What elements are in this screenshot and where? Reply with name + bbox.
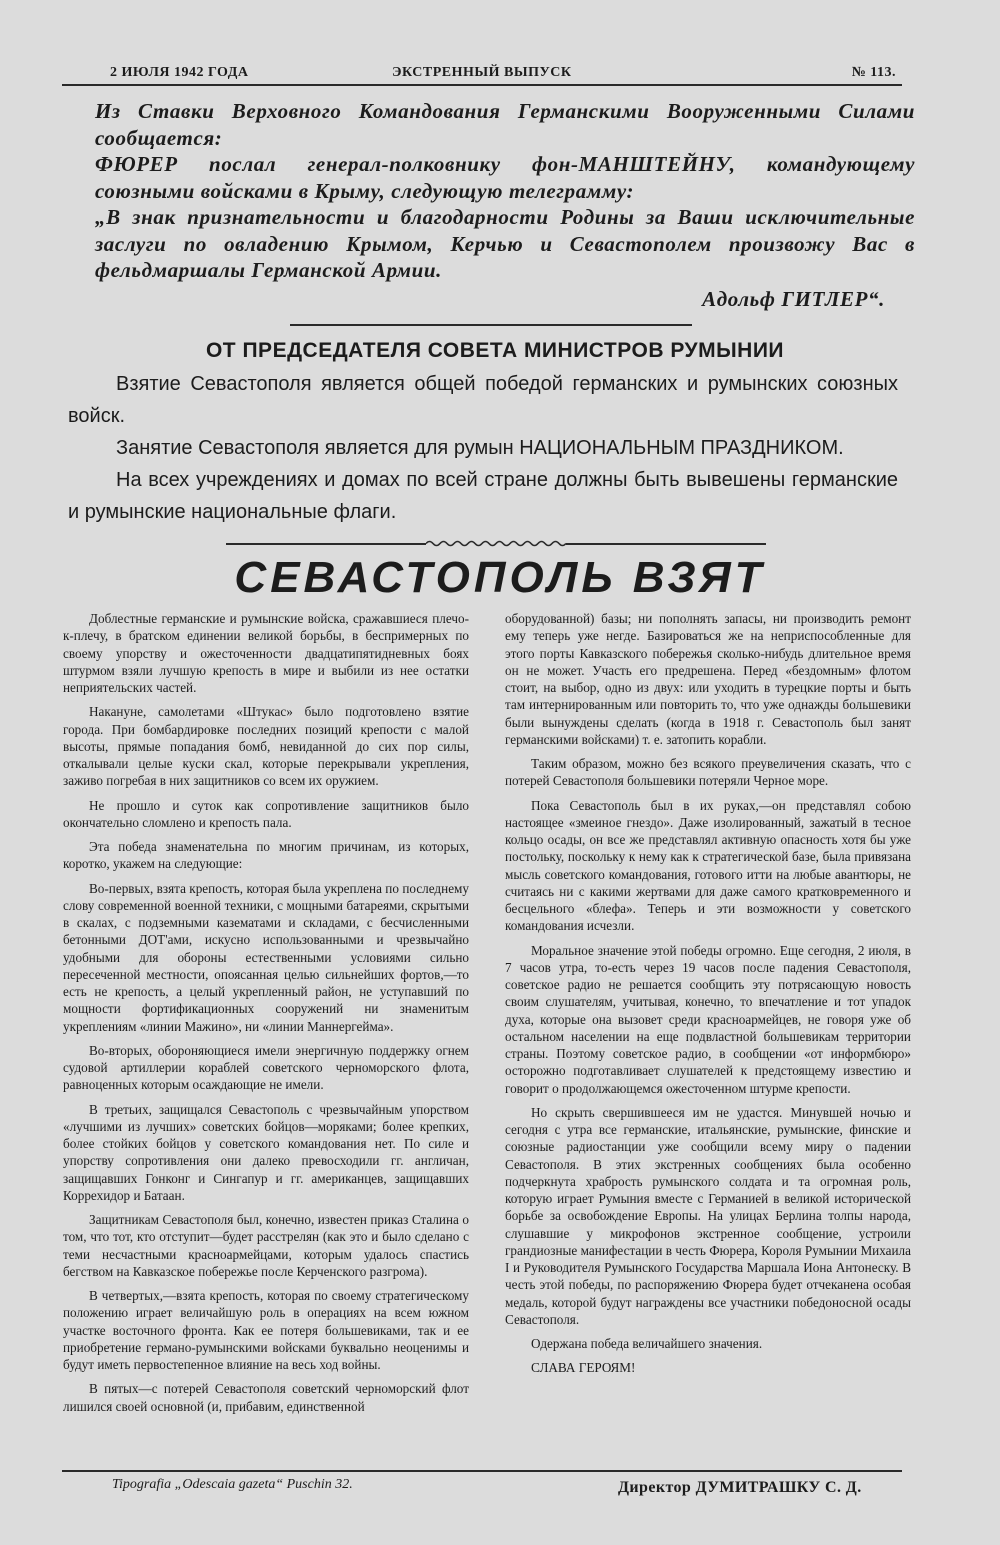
article-paragraph-continued: оборудованной) базы; ни пополнять запасы, ни производить ремонт ему теперь уже негде. Базироваться же на неприспособленные для этого порты Кавказского побережья сколько-нибудь длительное время он не может. Участь его предрешена. Перед «бездомным» флотом стоит, на выбор, одно из двух: или уходить в турецкие порты и быть там интернированным или повторить то, что уже однажды большевики были вынуждены сделать (когда в 1918 г. Севастополь был занят германскими войсками) т. е. затопить корабли. bbox=[505, 611, 911, 747]
article-paragraph: В четвертых,—взята крепость, которая по своему стратегическому положению играет величайшую роль в операциях на всем южном участке восточного фронта. Как ее потеря большевиками, так и ее приобретение германо-румынскими войсками буквально неоценимы и будут иметь первостепенное влияние на весь ход войны. bbox=[63, 1288, 469, 1372]
article-paragraph: В третьих, защищался Севастополь с чрезвычайным упорством «лучшими из лучших» советских бойцов—моряками; более крепких, более стойких бойцов у советского командования нет. По силе и упорству сопротивления они далеко превосходили гг. англичан, защищавших Гонконг и Сингапур и гг. американцев, защищавших Коррехидор и Батаан. bbox=[63, 1101, 469, 1203]
telegram-intro: Из Ставки Верховного Командования Германскими Вооруженными Силами сообщается: bbox=[95, 99, 915, 150]
romania-paragraph-1: Взятие Севастополя является общей победой германских и румынских союзных войск. bbox=[68, 373, 898, 427]
article-column-right bbox=[505, 610, 911, 1384]
telegram-text: „В знак признательности и благодарности Родины за Ваши исключительные заслуги по овладению Крымом, Керчью и Севастополем произвожу Вас в фельдмаршалы Германской Армии. bbox=[95, 205, 915, 282]
romania-statement bbox=[68, 368, 898, 528]
article-paragraph: Во-первых, взята крепость, которая была укреплена по последнему слову современной военной техники, с мощными батареями, скрытыми в скалах, с подземными казематами и складами, с бесчисленными бетонными ДОТ'ами, искусно использованными и чрезвычайно удобными для обороны естественными условиями сильно пересеченной местности, опоясанная целью сильнейших фортов,—то есть не крепость, а целый укрепленный район, не уступавший по мощности фортификационных сооружений ни знаменитым укреплениям «линии Мажино», ни «линии Маннергейма». bbox=[63, 880, 469, 1034]
main-headline: СЕВАСТОПОЛЬ ВЗЯТ bbox=[234, 553, 766, 602]
article-paragraph: Накануне, самолетами «Штукас» было подготовлено взятие города. При бомбардировке последних позиций крепости с малой высоты, прямые попадания бомб, невиданной до сих пор силы, откалывали целые куски скал, которые перекрывали укрепления, заживо погребая в них защитников со всем их оружием. bbox=[63, 704, 469, 789]
romania-paragraph-3: На всех учреждениях и домах по всей стране должны быть вывешены германские и румынские национальные флаги. bbox=[68, 469, 898, 523]
telegram-signature: Адольф ГИТЛЕР“. bbox=[702, 286, 885, 311]
article-paragraph: Моральное значение этой победы огромно. Еще сегодня, 2 июля, в 7 часов утра, то-есть через 19 часов после падения Севастополя, советское радио не решается сообщить эту потрясающую новость своим слушателям, учитывая, конечно, то впечатление и тот упадок духа, которые она вызовет среди красноармейцев, не говоря уже об остальном населении на еще подвластной большевикам территории страны. Поэтому советское радио, в сообщении «от информбюро» осторожно подготавливает слушателей к предстоящему известию и говорит о продолжающемся ожесточенном штурме крепости. bbox=[505, 942, 911, 1096]
ornamental-divider bbox=[226, 540, 766, 548]
divider-rule bbox=[290, 324, 692, 326]
telegram-announcement: ФЮРЕР послал генерал-полковнику фон-МАНШТЕЙНУ, командующему союзными войсками в Крыму, следующую телеграмму: bbox=[95, 152, 915, 203]
article-slogan: СЛАВА ГЕРОЯМ! bbox=[531, 1360, 636, 1376]
article-paragraph: Не прошло и суток как сопротивление защитников было окончательно сломлено и крепость пала. bbox=[63, 797, 469, 830]
article-paragraph: Эта победа знаменательна по многим причинам, из которых, коротко, укажем на следующие: bbox=[63, 839, 469, 872]
article-paragraph: Доблестные германские и румынские войска, сражавшиеся плечо-к-плечу, в братском единении великой борьбы, в беспримерных по своему упорству и ожесточенности двадцатипятидневных боях штурмом взяли лучшую крепость в мире и выбили из нее остатки неприятельских частей. bbox=[63, 611, 469, 695]
divider-line-left bbox=[226, 543, 426, 545]
romania-paragraph-2: Занятие Севастополя является для румын НАЦИОНАЛЬНЫМ ПРАЗДНИКОМ. bbox=[116, 437, 844, 459]
article-paragraph: Защитникам Севастополя был, конечно, известен приказ Сталина о том, что тот, кто отступит—будет расстрелян (как это и было сделано с теми несчастными красноармейцами, которым удалось спастись бегством на Кавказское побережье после Керченского разгрома). bbox=[63, 1212, 469, 1279]
article-paragraph: Пока Севастополь был в их руках,—он представлял собою настоящее «змеиное гнездо». Даже изолированный, зажатый в тесное кольцо осады, он все же представлял активную опасность хотя бы уже постольку, поскольку к нему как к стратегической базе, была привязана мысль советского командования, готового итти на любые авантюры, не считаясь ни с какими жертвами для даже самого кратковременного и бесцельного «блефа». Теперь и эти возможности у советского командования исчезли. bbox=[505, 797, 911, 934]
masthead bbox=[62, 62, 902, 86]
article-closing: Одержана победа величайшего значения. bbox=[531, 1336, 763, 1351]
divider-ornament bbox=[426, 540, 566, 547]
printer-imprint: Tipografia „Odescaia gazeta“ Puschin 32. bbox=[112, 1477, 353, 1492]
director-signature: Директор ДУМИТРАШКУ С. Д. bbox=[618, 1479, 862, 1496]
article-paragraph: Во-вторых, обороняющиеся имели энергичную поддержку огнем судовой артиллерии кораблей советского черноморского флота, равноценных которым осаждающие не имели. bbox=[63, 1042, 469, 1093]
issue-type: ЭКСТРЕННЫЙ ВЫПУСК bbox=[392, 65, 572, 80]
article-column-left bbox=[63, 610, 469, 1422]
issue-number: № 113. bbox=[851, 65, 896, 80]
article-paragraph: В пятых—с потерей Севастополя советский черноморский флот лишился своей основной (и, прибавим, единственной bbox=[63, 1381, 469, 1414]
romania-heading: ОТ ПРЕДСЕДАТЕЛЯ СОВЕТА МИНИСТРОВ РУМЫНИИ bbox=[205, 339, 785, 362]
footer-rule bbox=[62, 1470, 902, 1472]
divider-line-right bbox=[566, 543, 766, 545]
wave-ornament-icon bbox=[426, 540, 566, 547]
issue-date: 2 ИЮЛЯ 1942 ГОДА bbox=[110, 65, 249, 80]
article-paragraph: Таким образом, можно без всякого преувеличения сказать, что с потерей Севастополя большевики потеряли Черное море. bbox=[505, 756, 911, 789]
article-paragraph: Но скрыть свершившееся им не удастся. Минувшей ночью и сегодня с утра все германские, итальянские, румынские, финские и союзные радиостанции уже сообщили всему миру о падении Севастополя. В этих экстренных сообщениях была особенно подчеркнута храбрость румынского солдата и та огромная роль, которую играет Румыния вместе с Германией в великой исторической борьбе за освобождение Европы. На улицах Берлина толпы народа, слушавшие у микрофонов экстренное сообщение, устроили грандиозные манифестации в честь Фюрера, Короля Румынии Михаила I и Руководителя Румынского Государства Маршала Иона Антонеску. В честь этой победы, по распоряжению Фюрера будет отчеканена особая медаль, которой будут награждены все участники победоносной осады Севастополя. bbox=[505, 1104, 911, 1327]
fuhrer-telegram bbox=[95, 98, 915, 312]
